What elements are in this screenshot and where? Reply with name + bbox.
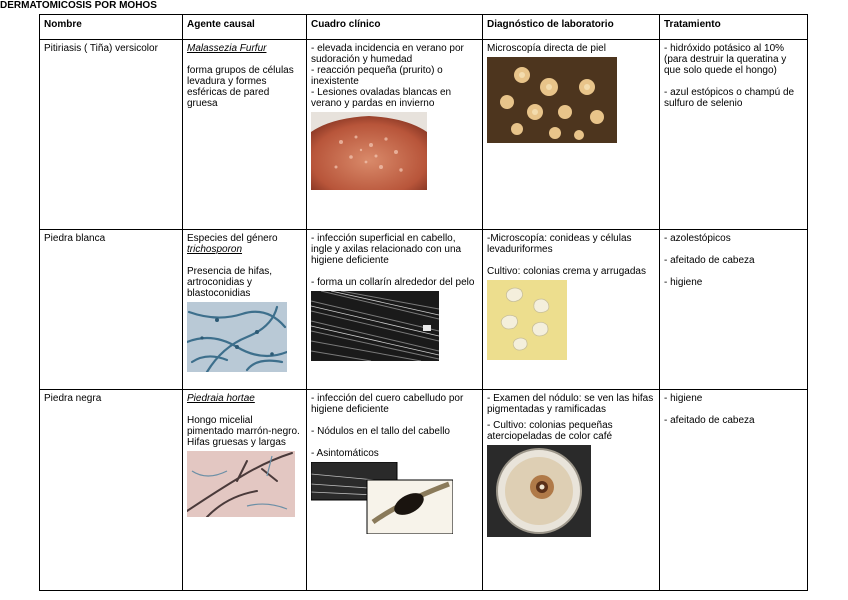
petri-culture-photo xyxy=(487,445,655,537)
agent-description: Hongo micelial pimentado marrón-negro. xyxy=(187,415,300,437)
treatment-line: - afeitado de cabeza xyxy=(664,415,755,426)
cell-agente xyxy=(183,390,307,591)
clinical-line: - reacción pequeña (prurito) o inexistente xyxy=(311,65,443,87)
dark-hyphae-micrograph xyxy=(187,451,302,517)
treatment-line: - hidróxido potásico al 10% (para destruir la queratina y que solo quede el hongo) xyxy=(664,43,787,76)
hyphae-micrograph xyxy=(187,302,302,372)
skin-lesion-photo xyxy=(311,112,478,190)
agent-description: Hifas gruesas y largas xyxy=(187,437,286,448)
cream-colonies-photo xyxy=(487,280,655,360)
treatment-line: - afeitado de cabeza xyxy=(664,255,755,266)
cell-diagnostico xyxy=(483,40,660,230)
cell-nombre xyxy=(40,230,183,390)
agent-description: forma grupos de células levadura y formes esféricas de pared gruesa xyxy=(187,65,294,109)
cell-tratamiento xyxy=(660,230,808,390)
species-name: trichosporon xyxy=(187,244,243,255)
hair-nodule-photo xyxy=(311,291,478,361)
clinical-line: - Lesiones ovaladas blancas en verano y pardas en invierno xyxy=(311,87,452,109)
table-header-row xyxy=(40,15,808,40)
table-row xyxy=(40,230,808,390)
table-row xyxy=(40,40,808,230)
cell-nombre xyxy=(40,40,183,230)
cell-cuadro xyxy=(307,230,483,390)
disease-name: Pitiriasis ( Tiña) versicolor xyxy=(44,43,158,54)
cell-diagnostico xyxy=(483,390,660,591)
species-name: Piedraia hortae xyxy=(187,393,255,404)
black-nodule-photo xyxy=(311,462,478,534)
header-cuadro-clinico: Cuadro clínico xyxy=(307,15,483,40)
diagnosis-line: -Microscopía: conideas y células levaduriformes xyxy=(487,233,632,255)
header-nombre: Nombre xyxy=(40,15,183,40)
treatment-line: - azolestópicos xyxy=(664,233,731,244)
header-tratamiento: Tratamiento xyxy=(660,15,808,40)
diagnosis-line: - Examen del nódulo: se ven las hifas pigmentadas y ramificadas xyxy=(487,393,654,415)
clinical-line: - elevada incidencia en verano por sudoración y humedad xyxy=(311,43,464,65)
petri-colonies-photo xyxy=(487,57,655,143)
diagnosis-line: - Cultivo: colonias pequeñas aterciopeladas de color café xyxy=(487,420,613,442)
cell-diagnostico xyxy=(483,230,660,390)
clinical-line: - infección del cuero cabelludo por higiene deficiente xyxy=(311,393,464,415)
disease-name: Piedra blanca xyxy=(44,233,106,244)
cell-cuadro xyxy=(307,40,483,230)
agent-prefix: Especies del género xyxy=(187,233,278,244)
header-diagnostico: Diagnóstico de laboratorio xyxy=(483,15,660,40)
cell-agente xyxy=(183,40,307,230)
treatment-line: - higiene xyxy=(664,277,703,288)
cell-agente xyxy=(183,230,307,390)
table-row xyxy=(40,390,808,591)
cell-tratamiento xyxy=(660,390,808,591)
page-title: DERMATOMICOSIS POR MOHOS xyxy=(0,0,157,11)
treatment-line: - higiene xyxy=(664,393,703,404)
species-name: Malassezia Furfur xyxy=(187,43,267,54)
clinical-line: - forma un collarín alrededor del pelo xyxy=(311,277,475,288)
header-agente-causal: Agente causal xyxy=(183,15,307,40)
cell-tratamiento xyxy=(660,40,808,230)
cell-cuadro xyxy=(307,390,483,591)
clinical-line: - Nódulos en el tallo del cabello xyxy=(311,426,450,437)
clinical-line: - Asintomáticos xyxy=(311,448,379,459)
agent-description: Presencia de hifas, artroconidias y blastoconidias xyxy=(187,266,273,299)
diagnosis-line: Microscopía directa de piel xyxy=(487,43,606,54)
treatment-line: - azul estópicos o champú de sulfuro de selenio xyxy=(664,87,795,109)
diagnosis-line: Cultivo: colonias crema y arrugadas xyxy=(487,266,646,277)
cell-nombre xyxy=(40,390,183,591)
clinical-line: - infección superficial en cabello, ingle y axilas relacionado con una higiene deficiente xyxy=(311,233,462,266)
disease-name: Piedra negra xyxy=(44,393,102,404)
dermatomicosis-table xyxy=(39,14,808,591)
